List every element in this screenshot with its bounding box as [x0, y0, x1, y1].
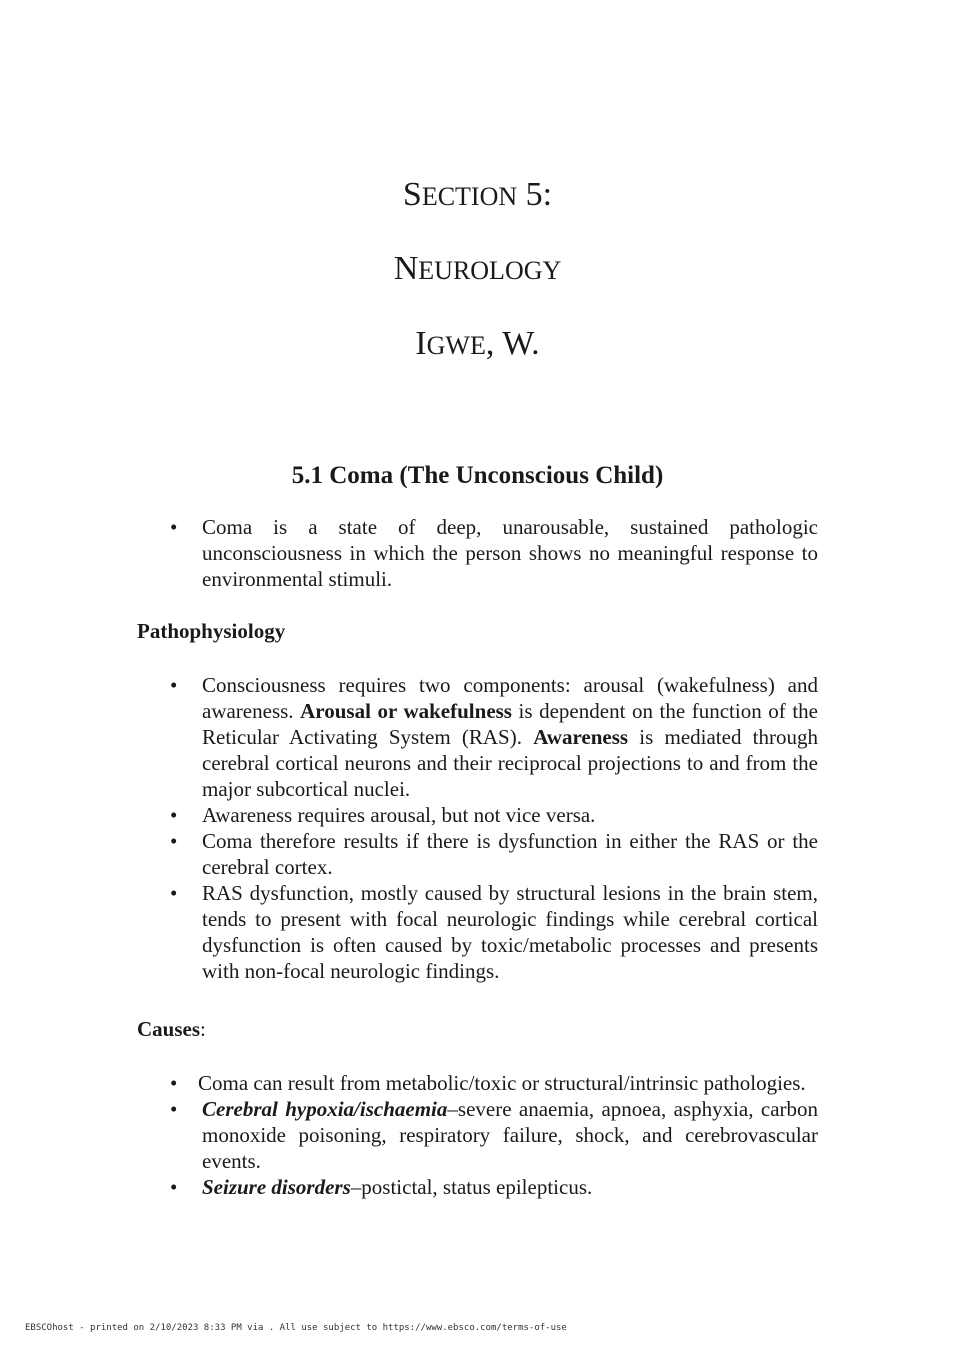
bullet-text: is dependent on the function of the Reticular Activating System (RAS). [202, 699, 818, 749]
pathophysiology-heading: Pathophysiology [137, 619, 286, 643]
bullet-text: is mediated through cerebral cortical neurons and their reciprocal projections to and from the major subcortical nuclei. [202, 725, 818, 801]
section-title-rest: ECTION [421, 182, 518, 211]
section-title [0, 175, 955, 217]
author-name [0, 324, 955, 366]
print-footer: EBSCOhost - printed on 2/10/2023 8:33 PM via . All use subject to https://www.ebsco.com/terms-of-use [25, 1323, 567, 1333]
causes-bullet-list [0, 1070, 955, 1200]
list-item: • Coma can result from metabolic/toxic or structural/intrinsic pathologies. [198, 1070, 818, 1096]
list-item: • Coma is a state of deep, unarousable, sustained pathologic unconsciousness in which the person shows no meaningful response to environmental stimuli. [202, 514, 818, 592]
list-item [202, 1096, 818, 1174]
subject-title-initial: N [393, 250, 419, 287]
author-rest: GWE [426, 331, 486, 360]
author-initial: I [415, 325, 427, 362]
list-item: • Coma therefore results if there is dysfunction in either the RAS or the cerebral cortex. [202, 828, 818, 880]
bullet-text: Consciousness requires two components: arousal (wakefulness) and awareness. [202, 673, 818, 723]
section-title-number: 5: [517, 176, 553, 213]
bullet-text: –severe anaemia, apnoea, asphyxia, carbon monoxide poisoning, respiratory failure, shock, and cerebrovascular events. [202, 1097, 819, 1173]
bold-term: Awareness [533, 725, 629, 749]
list-item: • Awareness requires arousal, but not vice versa. [202, 802, 818, 828]
bold-term: Arousal or wakefulness [300, 699, 512, 723]
causes-heading-colon: : [200, 1017, 206, 1041]
author-tail: , W. [485, 325, 540, 362]
bold-italic-term: Cerebral hypoxia/ischaemia [202, 1097, 448, 1121]
intro-bullet-list [0, 514, 955, 592]
section-title-initial: S [402, 176, 422, 213]
pathophysiology-bullet-list [0, 672, 955, 984]
list-item: • RAS dysfunction, mostly caused by structural lesions in the brain stem, tends to present with focal neurologic findings while cerebral cortical dysfunction is often caused by toxic/metabolic processes and presents with non-focal neurologic findings. [202, 880, 818, 984]
bold-italic-term: Seizure disorders [202, 1175, 351, 1199]
causes-heading-text: Causes [137, 1017, 201, 1041]
subject-title [0, 249, 955, 291]
subject-title-rest: EUROLOGY [418, 256, 562, 285]
list-item [202, 1174, 818, 1200]
list-item [202, 672, 818, 802]
causes-heading [137, 1016, 206, 1042]
section-heading: 5.1 Coma (The Unconscious Child) [291, 462, 664, 489]
bullet-text: –postictal, status epilepticus. [350, 1175, 593, 1199]
